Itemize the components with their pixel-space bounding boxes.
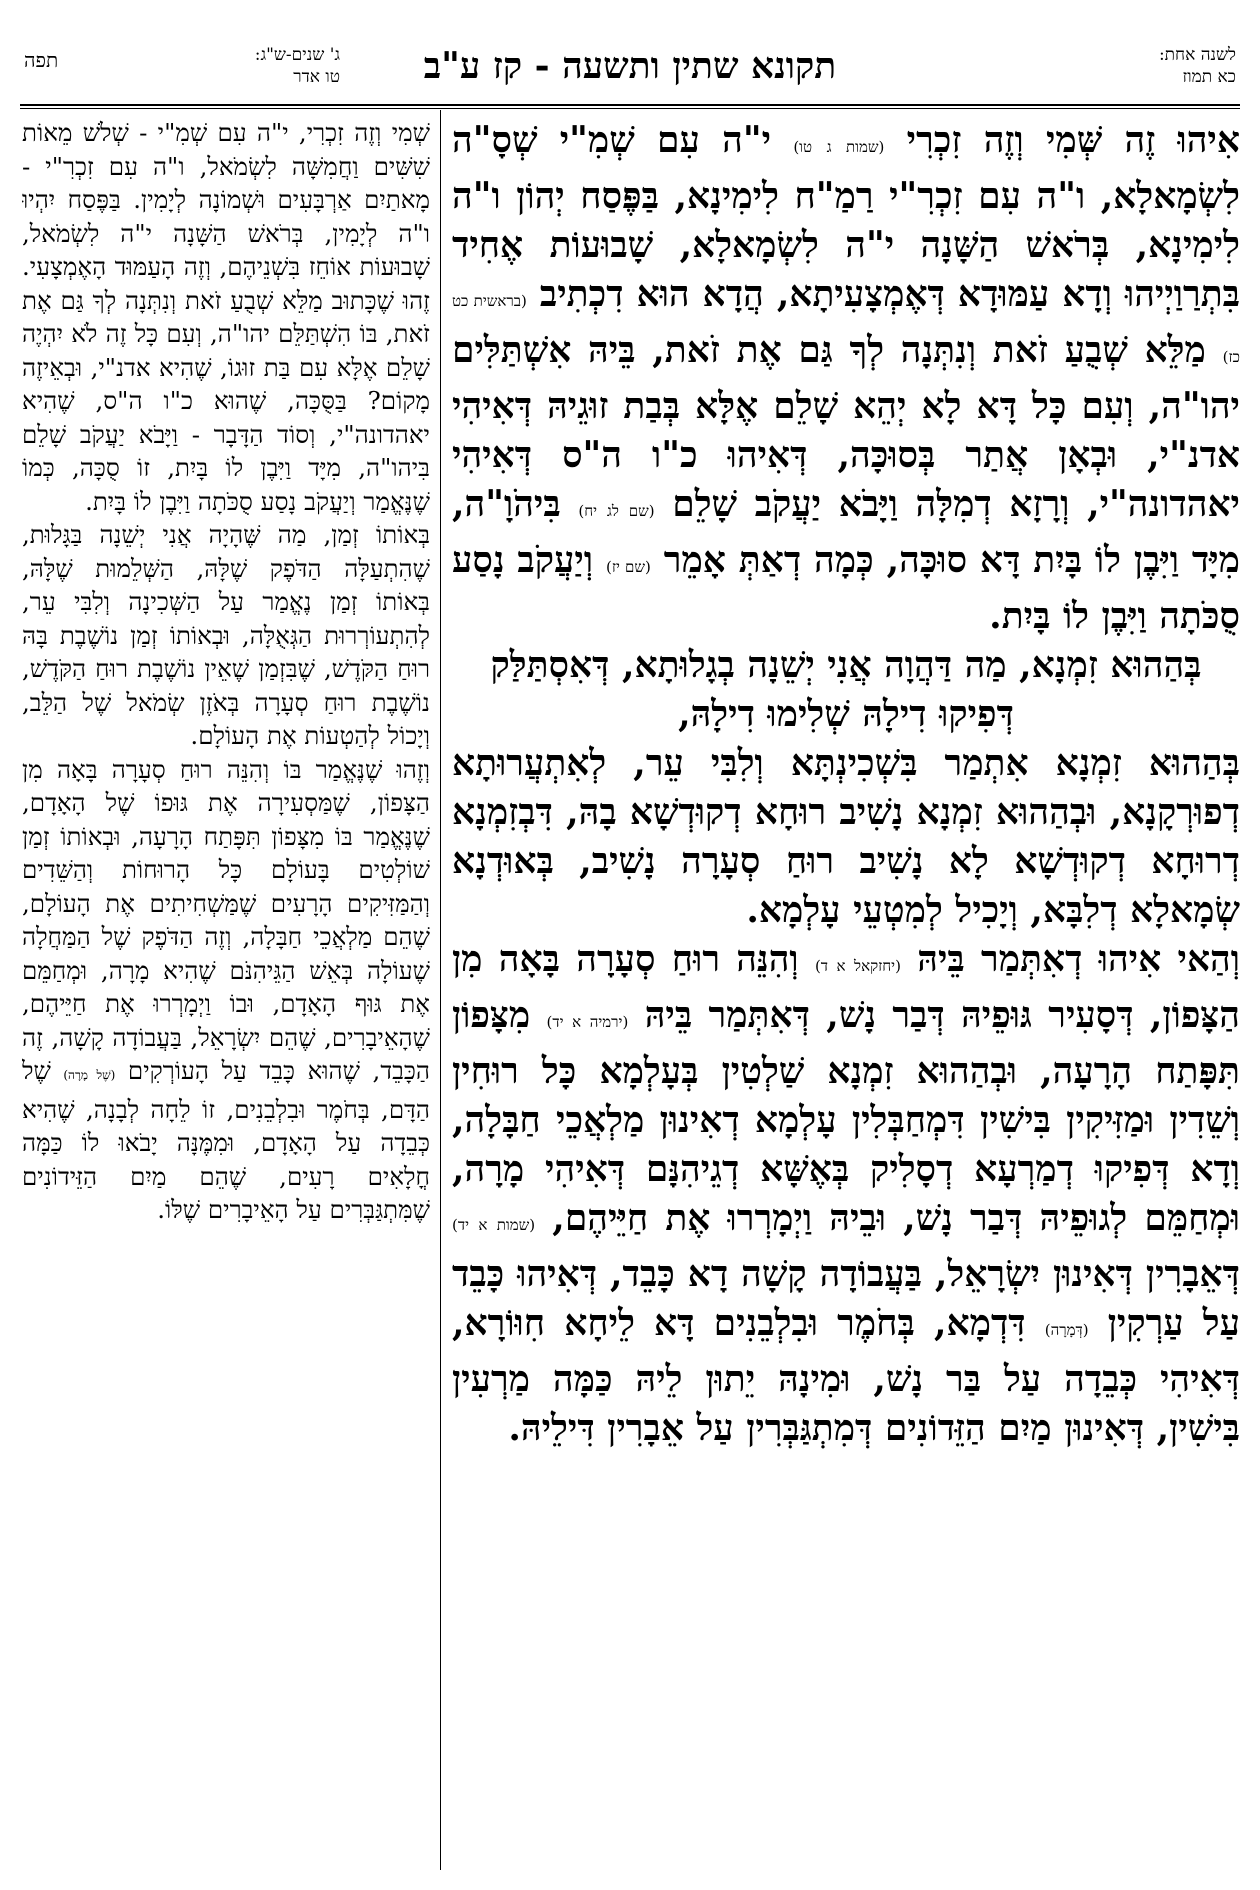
main-paragraph-2a: בְּהַהוּא זִמְנָא, מַה דַּהֲוָה אֲנִי יְשֵׁנָה בְגָלוּתָא, דְּאִסְתַּלַּק דְּפִיקוּ דִילָהּ שְׁלִימוּ דִילָהּ, — [490, 644, 1202, 735]
header-year-label: לשנה אחת: — [1158, 45, 1236, 65]
verse-reference: (דְּמָרָה) — [1044, 1321, 1089, 1339]
header-three-year-schedule — [130, 44, 340, 88]
hebrew-translation-column — [22, 116, 430, 1866]
main-paragraph-3 — [452, 935, 1240, 1453]
header-rule-thin — [20, 108, 1240, 109]
verse-reference: (שמות ג טו) — [793, 138, 885, 156]
main-text: דִּדְמָא, בְּחֹמֶר וּבִלְבֵנִים דָּא לֵיחָא חִוּוֹרָא, דְּאִיהִי כְּבֵדָה עַל בַּר נָשׁ, וּמִינָהּ יֵתוּן לֵיהּ כַּמָּה מַרְעִין בִּישִׁין, דְּאִינוּן מַיִם הַזֵּדוֹנִים דְּמִתְגַּבְּרִין עַל אֵבָרִין דִּילֵיהּ. — [452, 1302, 1240, 1449]
header-left-box — [20, 44, 350, 96]
main-paragraph-2b: בְּהַהוּא זִמְנָא אִתְמַר בִּשְׁכִינְתָּא וְלִבִּי עֵר, לְאִתְעֲרוּתָא דְפוּרְקָנָא, וּבְהַהוּא זִמְנָא נָשִׁיב רוּחָא דְקוּדְשָׁא בָהּ, דִּבְזִמְנָא דְרוּחָא דְקוּדְשָׁא לָא נָשִׁיב רוּחַ סְעָרָה נָשִׁיב, בְּאוּדְנָא שְׂמָאלָא דְלִבָּא, וְיָכִיל לְמִטְעֵי עָלְמָא. — [452, 742, 1240, 931]
header-rule — [20, 104, 1240, 106]
side-text: וְזֶהוּ שֶׁנֶּאֱמַר בּוֹ וְהִנֵּה רוּחַ סְעָרָה בָּאָה מִן הַצָּפוֹן, שֶׁמַּסְעִירָה אֶת גּוּפוֹ שֶׁל הָאָדָם, שֶׁנֶּאֱמַר בּוֹ מִצָּפוֹן תִּפָּתַח הָרָעָה, וּבְאוֹתוֹ זְמַן שׁוֹלְטִים בָּעוֹלָם כָּל הָרוּחוֹת וְהַשֵּׁדִים וְהַמַּזִּיקִים הָרָעִים שֶׁמַּשְׁחִיתִים אֶת הָעוֹלָם, שֶׁהֵם מַלְאֲכֵי חַבָּלָה, וְזֶה הַדֹּפֶק שֶׁל הַמַּחֲלָה שֶׁעוֹלָה בְּאֵשׁ הַגֵּיהִנֹּם שֶׁהִיא מָרָה, וּמְחַמֵּם אֶת גּוּף הָאָדָם, וּבוֹ וַיְמָרְרוּ אֶת חַיֵּיהֶם, שֶׁהָאֵיבָרִים, שֶׁהֵם יִשְׂרָאֵל, בַּעֲבוֹדָה קָשָׁה, זֶה הַכָּבֵד, שֶׁהוּא כָּבֵד עַל הָעוֹרְקִים — [22, 754, 430, 1085]
header-month-date: כא תמוז — [1182, 67, 1236, 87]
verse-reference: (שם יז) — [605, 558, 651, 576]
page-folio-number: תפה — [24, 48, 59, 72]
main-text: מִצָּפוֹן תִּפָּתַח הָרָעָה, וּבְהַהוּא זִמְנָא שַׁלְטִין בְּעָלְמָא כָּל רוּחִין וְשֵׁדִין וּמַזִּיקִין בִּישִׁין דִּמְחַבְּלִין עָלְמָא דְאִינוּן מַלְאֲכֵי חַבָּלָה, וְדָא דְּפִיקוּ דְמַרְעָא דְסָלִיק בְּאֶשָּׁא דְגֵיהִנָּם דְּאִיהִי מָרָה, וּמְחַמֵּם לְגוּפֵיהּ דְּבַר נָשׁ, וּבֵיהּ וַיְמָרְרוּ אֶת חַיֵּיהֶם, — [452, 994, 1240, 1239]
main-text: בִּיהֹוָ"ה, מִיָּד וַיִּבֶן לוֹ בָּיִת דָּא סוּכָּה, כְּמָה דְאַתְּ אָמֵר — [452, 483, 1240, 581]
page-header — [20, 44, 1240, 104]
page-title: תקונא שתין ותשעה - קז ע"ב — [423, 45, 837, 87]
column-separator — [440, 110, 441, 1870]
side-paragraph-2: בְּאוֹתוֹ זְמַן, מַה שֶּׁהָיָה אֲנִי יְשֵׁנָה בַּגָּלוּת, שֶׁהִתְעַלָּה הַדֹּפֶק שֶׁלָּהּ, הַשְּׁלֵמוּת שֶׁלָּהּ, בְּאוֹתוֹ זְמַן נֶאֱמַר עַל הַשְּׁכִינָה וְלִבִּי עֵר, לְהִתְעוֹרְרוּת הַגְּאֻלָּה, וּבְאוֹתוֹ זְמַן נוֹשֶׁבֶת בָּהּ רוּחַ הַקֹּדֶשׁ, שֶׁבִּזְמַן שֶׁאֵין נוֹשֶׁבֶת רוּחַ הַקֹּדֶשׁ, נוֹשֶׁבֶת רוּחַ סְעָרָה בְּאֹזֶן שְׂמֹאל שֶׁל הַלֵּב, וְיָכוֹל לְהַטְעוֹת אֶת הָעוֹלָם. — [22, 520, 430, 750]
main-text: וְהִנֵּה רוּחַ סְעָרָה בָּאָה מִן הַצָּפוֹן, דְּסָעִיר גּוּפֵיהּ דְּבַר נָשׁ, דְּאִתְּמַר בֵּיהּ — [452, 938, 1240, 1036]
verse-reference: (בראשית כט כז) — [452, 292, 1240, 366]
side-gloss: (שֶׁל מָרָה) — [63, 1068, 116, 1082]
main-text: דְּאֵבָרִין דְּאִינוּן יִשְׂרָאֵל, בַּעֲבוֹדָה קָשָׁה דָא כָּבֵד, דְּאִיהוּ כָּבֵד עַל עַרְקִין — [452, 1253, 1240, 1344]
verse-reference: (שם לג יח) — [578, 502, 655, 520]
side-text: שֶׁל הַדָּם, בְּחֹמֶר וּבִלְבֵנִים, זוֹ לֵחָה לְבָנָה, שֶׁהִיא כְּבֵדָה עַל הָאָדָם, וּמִמֶּנָּה יָבֹאוּ לוֹ כַּמָּה חֳלָאִים רָעִים, שֶׁהֵם מַיִם הַזֵּידוֹנִים שֶׁמִּתְגַּבְּרִים עַל הָאֵיבָרִים שֶׁלּוֹ. — [22, 1056, 430, 1224]
main-paragraph-1 — [452, 116, 1240, 641]
side-paragraph-1: שְׁמִי וְזֶה זִכְרִי, י"ה עִם שְׁמִ"י - שְׁלֹשׁ מֵאוֹת שִׁשִּׁים וַחֲמִשָּׁה לִשְׂמֹאל, ו"ה עִם זִכְרִ"י - מָאתַיִם אַרְבָּעִים וּשְׁמוֹנָה לְיָמִין. בַּפֶּסַח יִהְיוּ ו"ה לְיָמִין, בְּרֹאשׁ הַשָּׁנָה י"ה לִשְׂמֹאל, שָׁבוּעוֹת אוֹחֵז בִּשְׁנֵיהֶם, וְזֶה הָעַמּוּד הָאֶמְצָעִי. זֶהוּ שֶׁכָּתוּב מַלֵּא שְׁבֻעַ זֹאת וְנִתְּנָה לְךָ גַּם אֶת זֹאת, בּוֹ הִשְׁתַּלֵּם יהו"ה, וְעִם כָּל זֶה לֹא יִהְיֶה שָׁלֵם אֶלָּא עִם בַּת זוּגוֹ, שֶׁהִיא אדנ"י, וּבְאֵיזֶה מָקוֹם? בַּסֻּכָּה, שֶׁהוּא כ"ו ה"ס, שֶׁהִיא יאהדונה"י, וְסוֹד הַדָּבָר - וַיָּבֹא יַעֲקֹב שָׁלֵם בִּיהו"ה, מִיָּד וַיִּבֶן לוֹ בָּיִת, זוֹ סֻכָּה, כְּמוֹ שֶׁנֶּאֱמַר וְיַעֲקֹב נָסַע סֻכֹּתָה וַיִּבֶן לוֹ בָּיִת. — [22, 118, 430, 516]
verse-reference: (ירמיה א יד) — [546, 1013, 629, 1031]
main-text: וְיַעֲקֹב נָסַע סֻכֹּתָה וַיִּבֶן לוֹ בָּיִת. — [452, 539, 1240, 637]
side-paragraph-3 — [22, 753, 430, 1227]
main-text: י"ה עִם שְׁמִ"י שְׁסָ"ה לִשְׂמָאלָא, ו"ה עִם זִכְרִ"י רַמַ"ח לִימִינָא, בַּפֶּסַח יְהוֹן ו"ה לִימִינָא, בְּרֹאשׁ הַשָּׁנָה י"ה לִשְׂמָאלָא, שָׁבוּעוֹת אֶחִיד בִּתְרַוַיְיהוּ וְדָא עַמּוּדָא דְּאֶמְצָעִיתָא, הֲדָא הוּא דִכְתִיב — [452, 119, 1240, 315]
verse-reference: (יחזקאל א ד) — [814, 957, 901, 975]
main-text: אִיהוּ זֶה שְּׁמִי וְזֶה זִכְרִי — [906, 119, 1240, 161]
header-adar-date: טו אדר — [293, 67, 340, 87]
main-text: וְהַאי אִיהוּ דְאִתְּמַר בֵּיהּ — [917, 938, 1240, 980]
verse-reference: (שמות א יד) — [452, 1216, 536, 1234]
main-aramaic-column — [452, 116, 1240, 1866]
main-text: מַלֵּא שְׁבֻעַ זֹאת וְנִתְּנָה לְךָ גַּם אֶת זֹאת, בֵּיהּ אִשְׁתַּלִּים יהו"ה, וְעִם כָּל דָּא לָא יְהֵא שָׁלֵם אֶלָּא בְּבַת זוּגֵיהּ דְּאִיהִי אדנ"י, וּבְאָן אֲתַר בְּסוּכָּה, דְּאִיהוּ כ"ו ה"ס דְּאִיהִי יאהדונה"י, וְרָזָא דְמִלָּה וַיָּבֹא יַעֲקֹב שָׁלֵם — [452, 329, 1240, 525]
header-years-label: ג' שנים-ש"ג: — [254, 45, 340, 65]
